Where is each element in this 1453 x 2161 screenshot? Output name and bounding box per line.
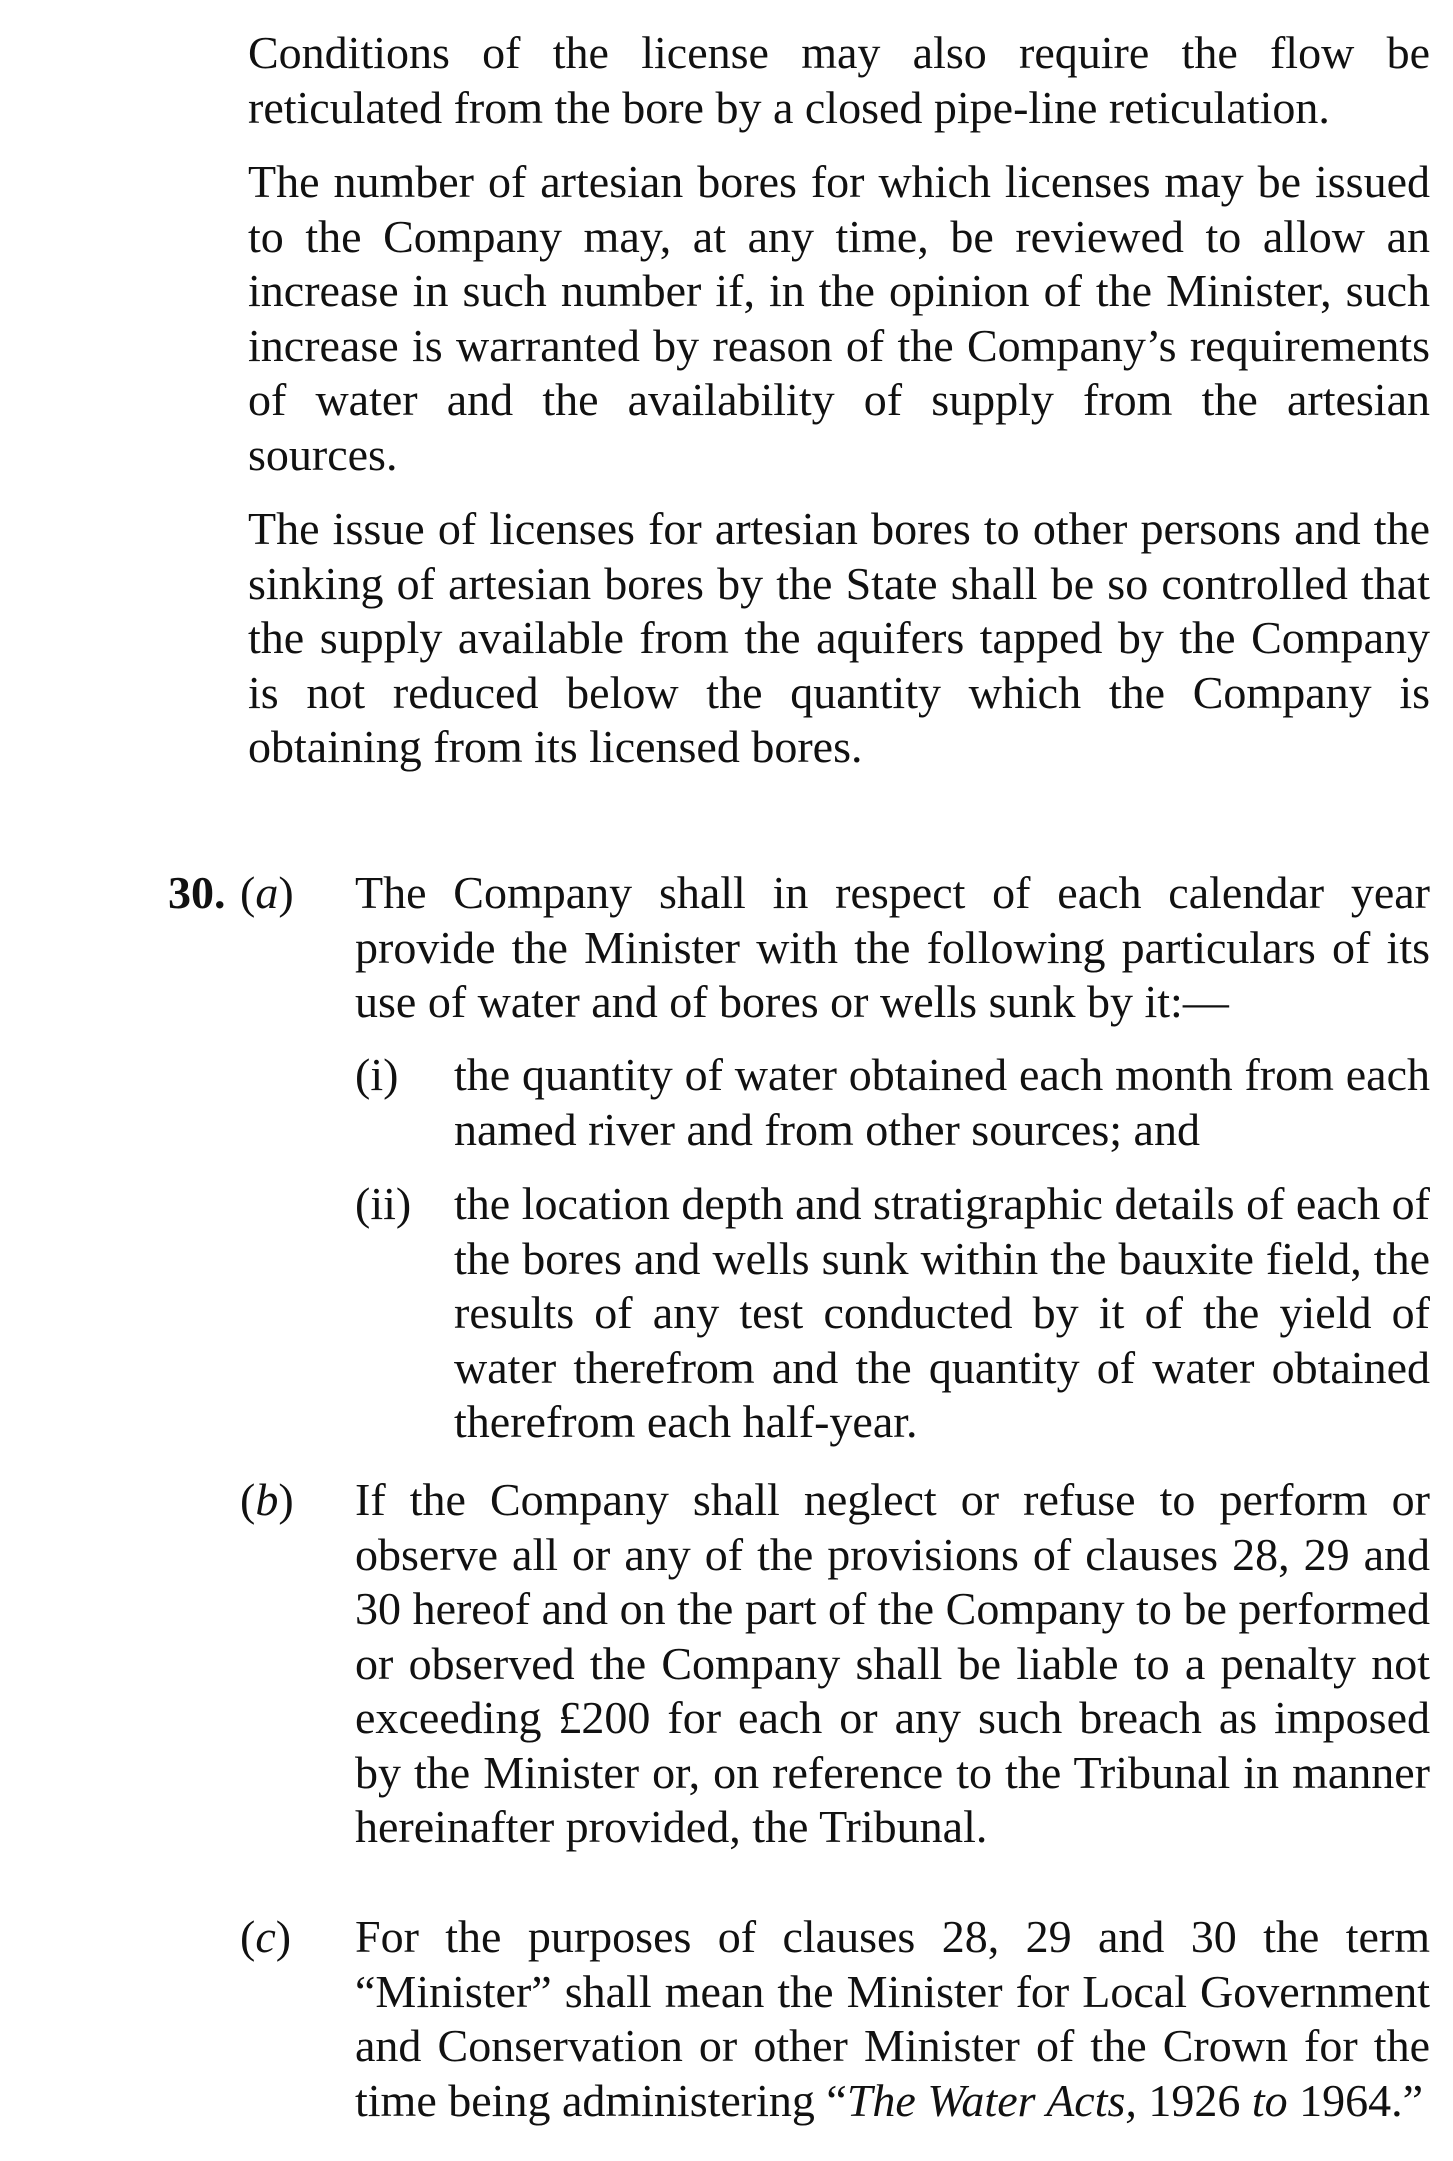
subclause-b-letter: b — [255, 1474, 279, 1525]
paragraph-bore-licenses-review: The number of artesian bores for which licenses may be issued to the Company may, at any time, be reviewed to allow an increase in such number if, in the opinion of the Minister, such increase is warranted by reason of the Company’s requirements of water and the availability of supply from the artesian sources. — [248, 156, 1430, 480]
item-ii-text: the location depth and stratigraphic details of each of the bores and wells sunk within the bauxite field, the results of any test conducted by it of the yield of water therefrom and the quantity of water obtained therefrom each half-year. — [454, 1178, 1430, 1447]
subclause-a-letter: a — [255, 867, 279, 918]
subclause-c-label: (c) — [240, 1911, 292, 1962]
subclause-b-label: (b) — [240, 1474, 294, 1525]
act-year-end: 1964.” — [1287, 2074, 1424, 2126]
subclause-c-text — [355, 1910, 1430, 2128]
act-year-start: 1926 — [1136, 2074, 1252, 2126]
subclause-c-text-main: For the purposes of clauses 28, 29 and 30 the term “Minister” shall mean the Minister for Local Government and Conservation or other Minister of the Crown for the time being administering “ — [355, 1911, 1430, 2126]
paragraph-licenses-control: The issue of licenses for artesian bores to other persons and the sinking of artesian bores by the State shall be so controlled that the supply available from the aquifers tapped by the Company is not reduced below the quantity which the Company is obtaining from its licensed bores. — [248, 503, 1430, 772]
subclause-a-label: (a) — [240, 867, 294, 918]
item-i-text: the quantity of water obtained each month from each named river and from other sources; and — [454, 1049, 1430, 1155]
item-ii-label: (ii) — [355, 1178, 412, 1229]
subclause-a-text: The Company shall in respect of each calendar year provide the Minister with the following particulars of its use of water and of bores or wells sunk by it:— — [355, 867, 1430, 1027]
subclause-b-text: If the Company shall neglect or refuse to perform or observe all or any of the provisions of clauses 28, 29 and 30 hereof and on the part of the Company to be performed or observed the Company shall be liable to a penalty not exceeding £200 for each or any such breach as imposed by the Minister or, on reference to the Tribunal in manner hereinafter provided, the Tribunal. — [355, 1474, 1430, 1852]
clause-number: 30. — [168, 867, 226, 918]
item-i-label: (i) — [355, 1049, 399, 1100]
act-title: The Water Acts, — [846, 2074, 1137, 2126]
subclause-c-letter: c — [255, 1911, 276, 1962]
paragraph-license-conditions: Conditions of the license may also require the flow be reticulated from the bore by a closed pipe-line reticulation. — [248, 27, 1430, 133]
act-year-to: to — [1251, 2074, 1288, 2126]
